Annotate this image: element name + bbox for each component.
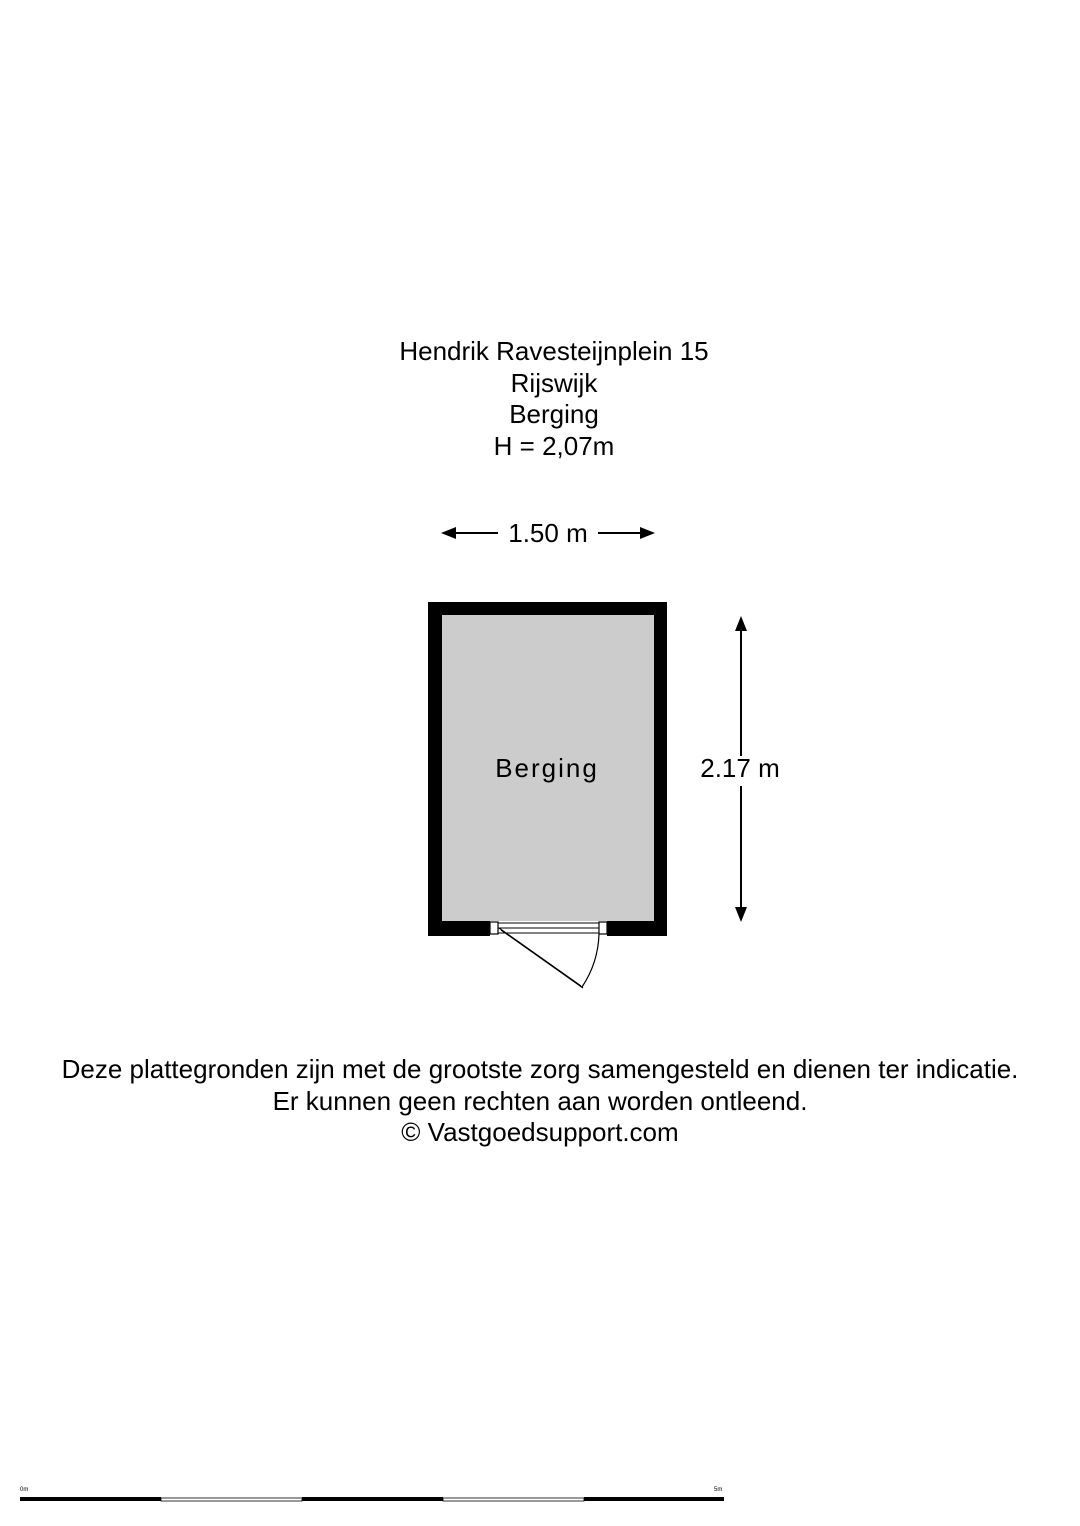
disclaimer — [0, 1054, 1080, 1149]
wall-bottom-right — [607, 921, 667, 936]
scale-end-label: 5m — [714, 1487, 723, 1493]
scale-start-label: 0m — [20, 1487, 29, 1493]
space-line: Berging — [509, 399, 599, 429]
room-name-label: Berging — [495, 753, 599, 783]
door-opening — [490, 922, 607, 988]
wall-right — [654, 602, 667, 936]
wall-top — [428, 602, 667, 615]
ceiling-height-line: H = 2,07m — [493, 430, 615, 461]
disclaimer-line-1: Deze plattegronden zijn met de grootste zorg samengesteld en dienen ter indicatie. — [61, 1054, 1019, 1084]
copyright-line: © Vastgoedsupport.com — [401, 1117, 679, 1147]
depth-dimension-label: 2.17 m — [700, 753, 780, 783]
wall-bottom-left — [428, 921, 490, 936]
city-line: Rijswijk — [510, 367, 598, 398]
width-dimension-label: 1.50 m — [498, 518, 598, 548]
disclaimer-line-2: Er kunnen geen rechten aan worden ontleend. — [272, 1085, 808, 1116]
scale-bar — [20, 1497, 724, 1501]
address-line: Hendrik Ravesteijnplein 15 — [399, 336, 709, 366]
